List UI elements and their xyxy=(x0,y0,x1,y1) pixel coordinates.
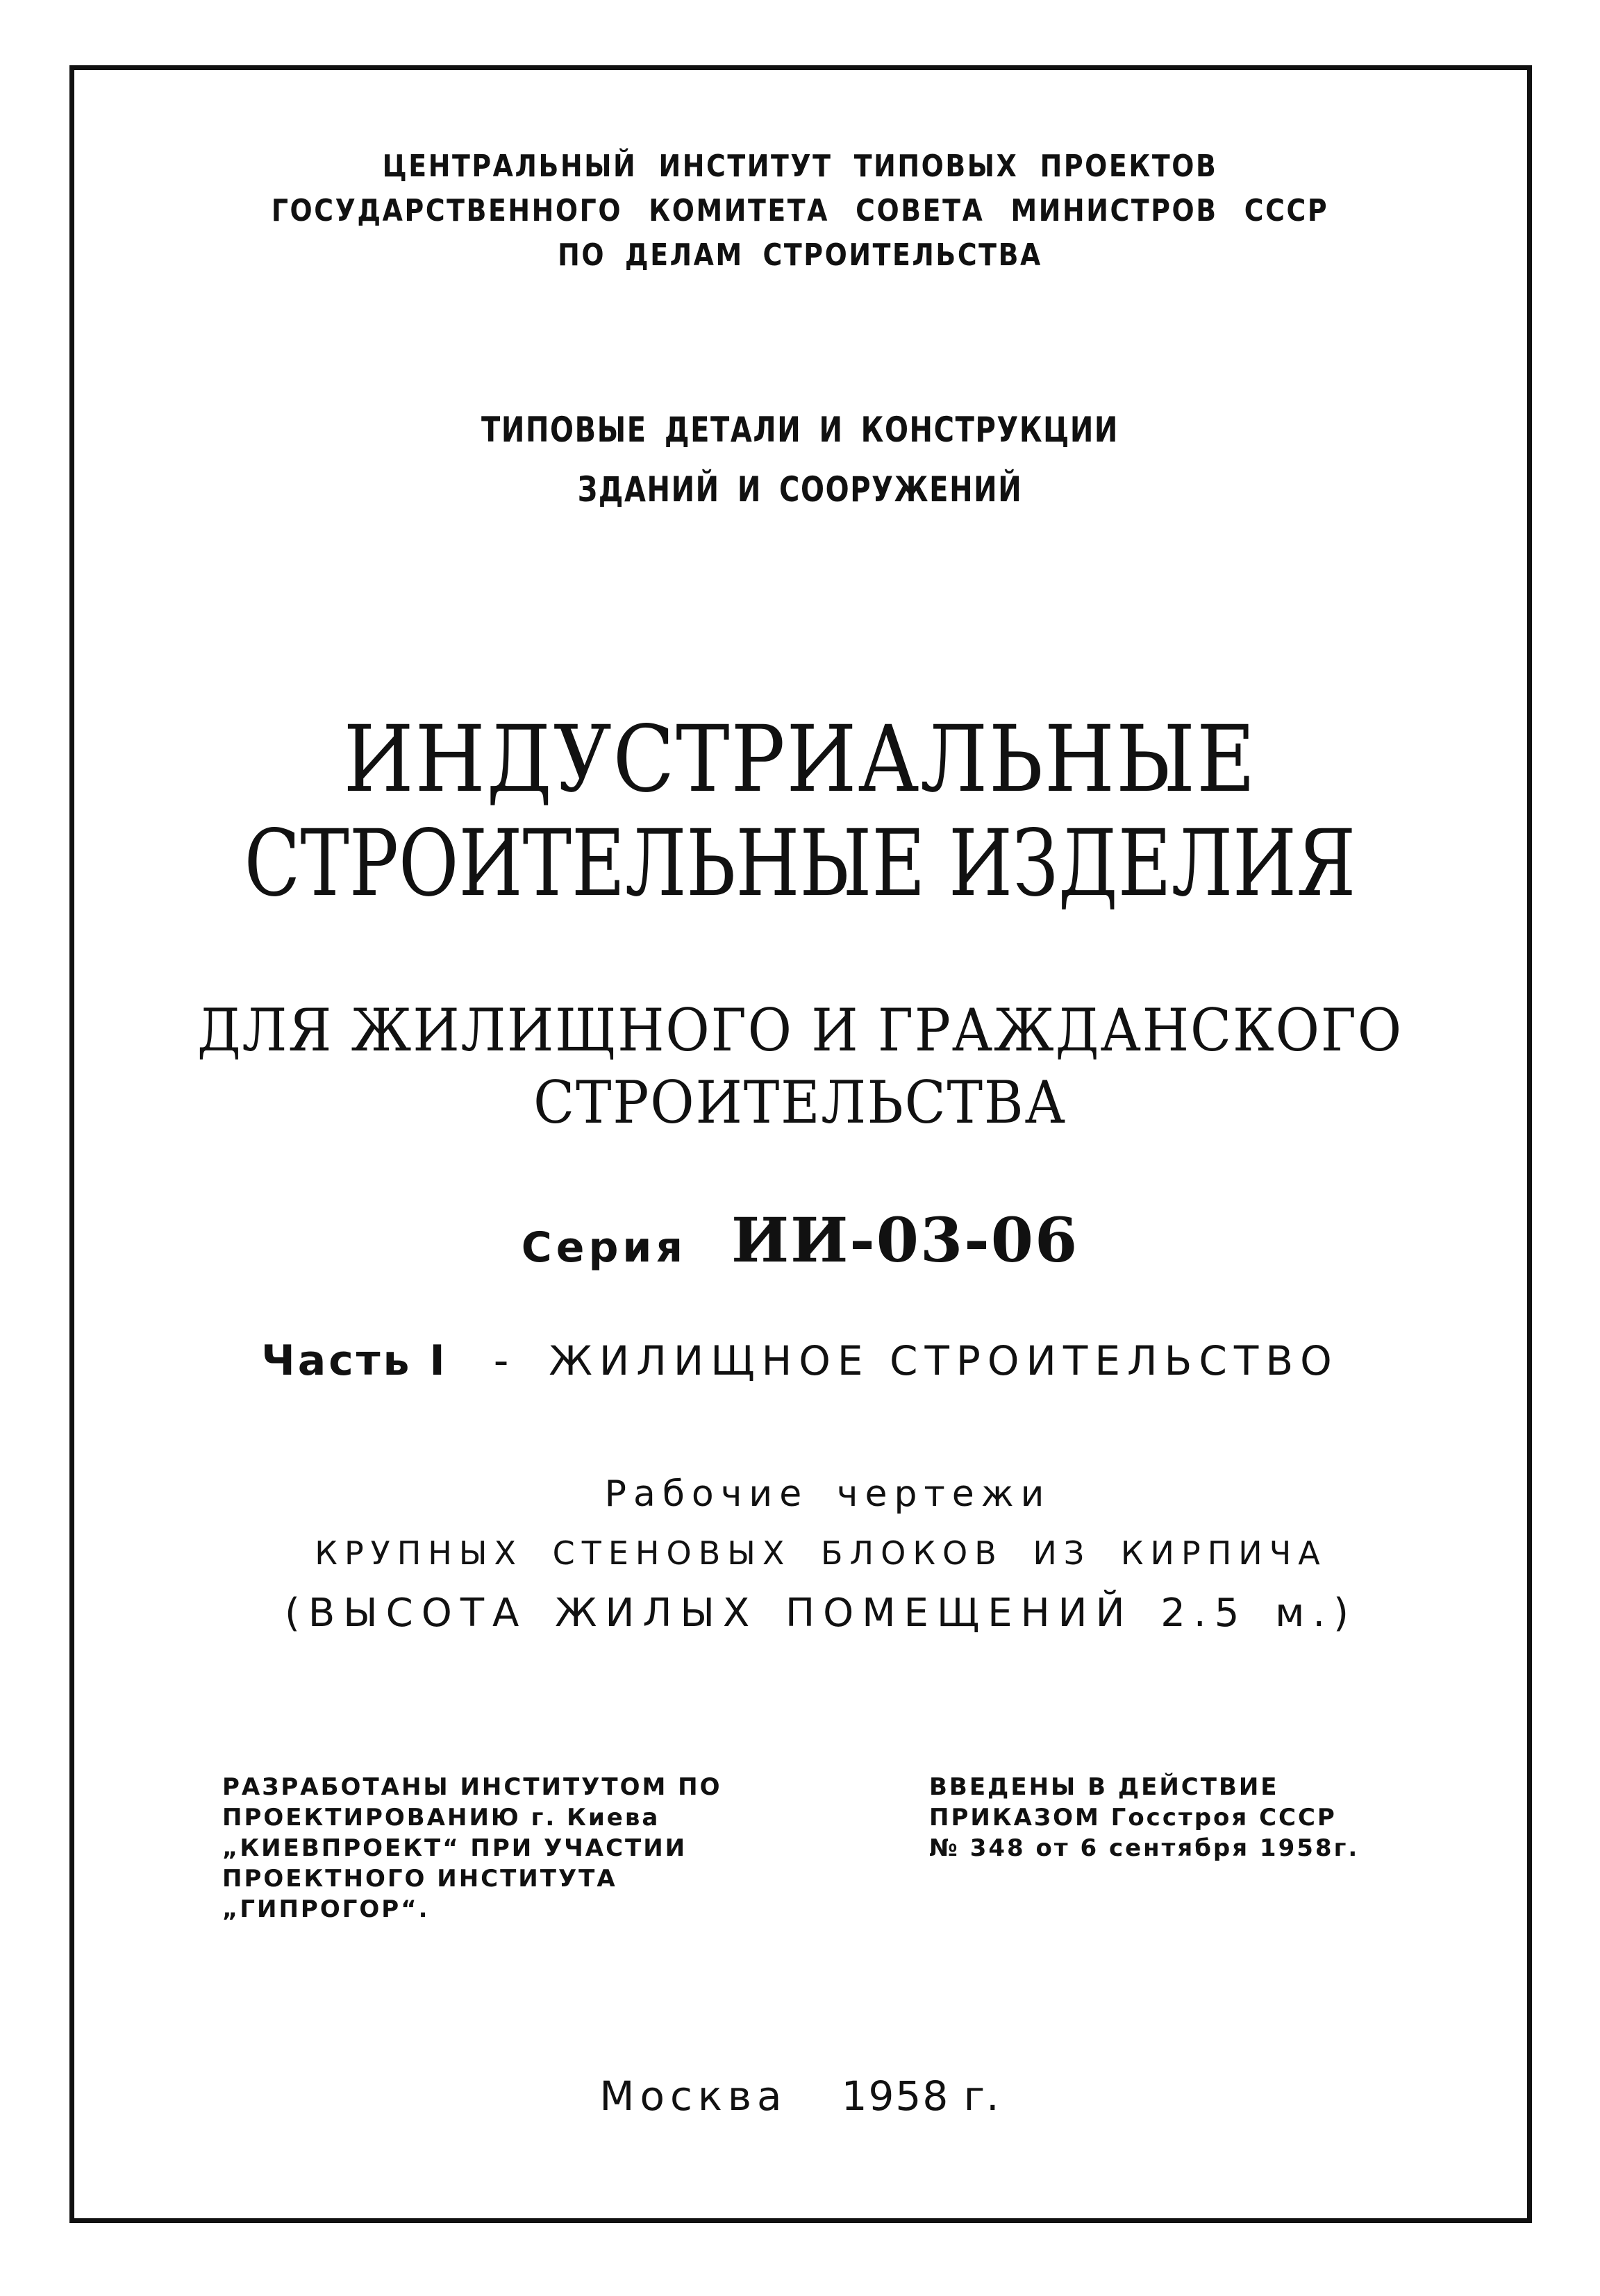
purpose-line-1: ДЛЯ ЖИЛИЩНОГО И ГРАЖДАНСКОГО xyxy=(197,996,1403,1064)
institute-name-line-3: ПО ДЕЛАМ СТРОИТЕЛЬСТВА xyxy=(558,237,1042,273)
footer-city: Москва xyxy=(599,2072,788,2120)
drawings-title: Рабочие чертежи xyxy=(604,1473,1051,1515)
developed-by-line-5: „ГИПРОГОР“. xyxy=(222,1895,430,1923)
institute-name-line-2: ГОСУДАРСТВЕННОГО КОМИТЕТА СОВЕТА МИНИСТРОВ СССР xyxy=(271,193,1329,228)
main-title-line-2: СТРОИТЕЛЬНЫЕ ИЗДЕЛИЯ xyxy=(244,810,1356,917)
series-line xyxy=(0,1204,1600,1276)
developed-by-block xyxy=(222,1772,722,1925)
footer-year: 1958 г. xyxy=(841,2072,1001,2120)
series-number: ИИ-03-06 xyxy=(731,1204,1079,1276)
purpose-line-2: СТРОИТЕЛЬСТВА xyxy=(533,1069,1067,1137)
part-line xyxy=(0,1336,1600,1385)
subheader-line-1: ТИПОВЫЕ ДЕТАЛИ И КОНСТРУКЦИИ xyxy=(481,410,1119,450)
enacted-line-2: ПРИКАЗОМ Госстроя СССР xyxy=(929,1804,1337,1832)
developed-by-line-3: „КИЕВПРОЕКТ“ ПРИ УЧАСТИИ xyxy=(222,1834,688,1862)
part-label: Часть I xyxy=(261,1336,448,1385)
part-dash: - xyxy=(493,1336,509,1385)
institute-name-line-1: ЦЕНТРАЛЬНЫЙ ИНСТИТУТ ТИПОВЫХ ПРОЕКТОВ xyxy=(382,149,1218,184)
series-label: Серия xyxy=(521,1223,687,1272)
developed-by-line-1: РАЗРАБОТАНЫ ИНСТИТУТОМ ПО xyxy=(222,1773,722,1801)
developed-by-line-2: ПРОЕКТИРОВАНИЮ г. Киева xyxy=(222,1804,660,1832)
drawings-subject: КРУПНЫХ СТЕНОВЫХ БЛОКОВ ИЗ КИРПИЧА xyxy=(315,1534,1327,1572)
main-title-line-1: ИНДУСТРИАЛЬНЫЕ xyxy=(343,706,1257,813)
subheader-line-2: ЗДАНИЙ И СООРУЖЕНИЙ xyxy=(577,469,1023,510)
developed-by-line-4: ПРОЕКТНОГО ИНСТИТУТА xyxy=(222,1865,617,1893)
footer-line xyxy=(0,2072,1600,2120)
enacted-line-3: № 348 от 6 сентября 1958г. xyxy=(929,1834,1360,1862)
enacted-line-1: ВВЕДЕНЫ В ДЕЙСТВИЕ xyxy=(929,1773,1279,1801)
enacted-block xyxy=(929,1772,1359,1863)
drawings-height-note: (ВЫСОТА ЖИЛЫХ ПОМЕЩЕНИЙ 2.5 м.) xyxy=(284,1591,1358,1636)
part-name: ЖИЛИЩНОЕ СТРОИТЕЛЬСТВО xyxy=(549,1337,1339,1384)
